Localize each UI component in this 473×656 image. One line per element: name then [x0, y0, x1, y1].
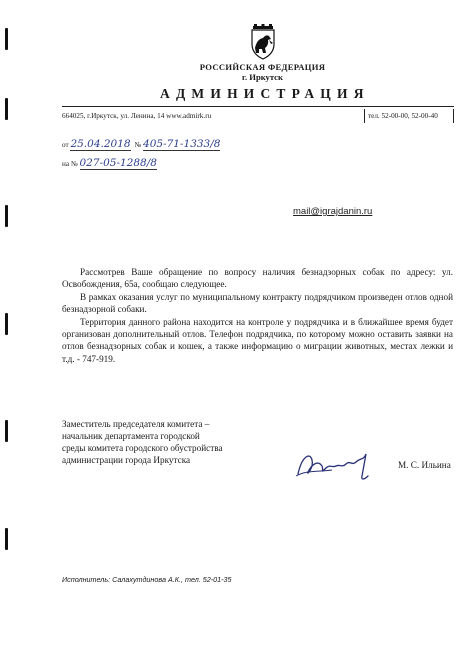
- city-heading: г. Иркутск: [242, 72, 283, 82]
- signatory-name: М. С. Ильина: [398, 460, 451, 470]
- federation-heading: РОССИЙСКАЯ ФЕДЕРАЦИЯ: [199, 62, 326, 72]
- letter-body: [62, 266, 453, 365]
- position-line: Заместитель председателя комитета –: [62, 419, 210, 429]
- scan-edge-mark: [5, 205, 8, 227]
- body-paragraph: Территория данного района находится на контроле у подрядчика и в ближайшее время будет организован дополнительный отлов. Телефон подрядчика, по которому можно оставить заявки на отлов безнадзорных собак и кошек, а также информацию о миграции животных, местах лежки и т.д. - 747-919.: [62, 316, 453, 364]
- body-paragraph: Рассмотрев Ваше обращение по вопросу наличия безнадзорных собак по адресу: ул. Освобождения, 65а, сообщаю следующее.: [62, 267, 453, 290]
- reply-prefix: на №: [62, 160, 78, 168]
- outgoing-registration: [62, 138, 220, 150]
- scan-edge-mark: [5, 528, 8, 550]
- executor-line: Исполнитель: Салахутдинова А.К., тел. 52-01-35: [62, 575, 232, 584]
- body-paragraph: В рамках оказания услуг по муниципальному контракту подрядчиком произведен отлов одной безнадзорной собаки.: [62, 291, 453, 315]
- scan-edge-mark: [5, 313, 8, 335]
- position-line: начальник департамента городской: [62, 431, 200, 441]
- reply-number: 027-05-1288/8: [79, 157, 157, 169]
- outgoing-number: 405-71-1333/8: [143, 138, 221, 150]
- number-prefix: №: [134, 141, 142, 149]
- handwritten-signature: [292, 446, 382, 486]
- reply-registration: [62, 157, 157, 169]
- date-prefix: от: [62, 141, 69, 149]
- scan-edge-mark: [5, 98, 8, 120]
- outgoing-date: 25.04.2018: [70, 138, 131, 150]
- phone-box-left-edge: [364, 109, 365, 123]
- recipient-email: mail@igrajdanin.ru: [293, 206, 373, 217]
- phone-line: тел. 52-00-00, 52-00-40: [368, 112, 438, 120]
- address-line: 664025, г.Иркутск, ул. Ленина, 14 www.admirk.ru: [62, 112, 212, 120]
- header-divider: [62, 106, 454, 107]
- phone-box-right-edge: [453, 109, 454, 123]
- position-line: среды комитета городского обустройства: [62, 443, 223, 453]
- authority-title: АДМИНИСТРАЦИЯ: [160, 86, 370, 101]
- scan-edge-mark: [5, 420, 8, 442]
- signatory-position: [62, 418, 223, 466]
- city-coat-of-arms-icon: [245, 24, 281, 60]
- position-line: администрации города Иркутска: [62, 455, 191, 465]
- scan-edge-mark: [5, 28, 8, 50]
